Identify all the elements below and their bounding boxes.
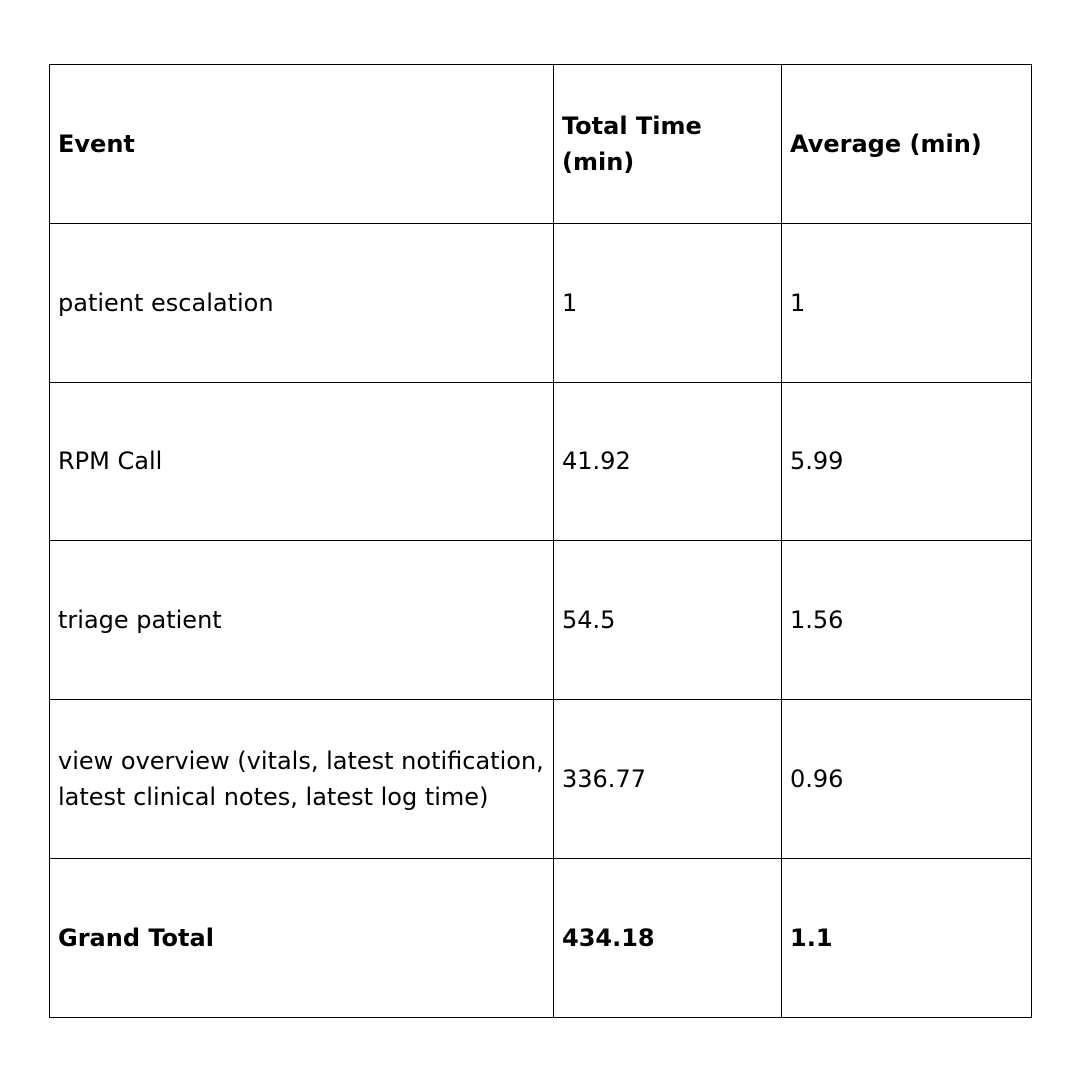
table-row (50, 382, 1032, 541)
event-cell: view overview (vitals, latest notification, latest clinical notes, latest log time) (50, 700, 554, 859)
total-time-cell: 1 (554, 223, 782, 382)
average-cell: 5.99 (782, 382, 1032, 541)
average-cell: 1.56 (782, 541, 1032, 700)
header-average: Average (min) (782, 65, 1032, 224)
total-time-cell: 41.92 (554, 382, 782, 541)
average-cell: 0.96 (782, 700, 1032, 859)
total-time-cell: 54.5 (554, 541, 782, 700)
average-cell: 1 (782, 223, 1032, 382)
event-cell: triage patient (50, 541, 554, 700)
total-time-cell: 336.77 (554, 700, 782, 859)
grand-total-row (50, 858, 1032, 1017)
event-time-table (49, 64, 1032, 1018)
header-total-time: Total Time (min) (554, 65, 782, 224)
event-cell: RPM Call (50, 382, 554, 541)
grand-total-average: 1.1 (782, 858, 1032, 1017)
table-row (50, 223, 1032, 382)
grand-total-label: Grand Total (50, 858, 554, 1017)
event-cell: patient escalation (50, 223, 554, 382)
table-row (50, 700, 1032, 859)
grand-total-time: 434.18 (554, 858, 782, 1017)
table-row (50, 541, 1032, 700)
table-header-row (50, 65, 1032, 224)
header-event: Event (50, 65, 554, 224)
